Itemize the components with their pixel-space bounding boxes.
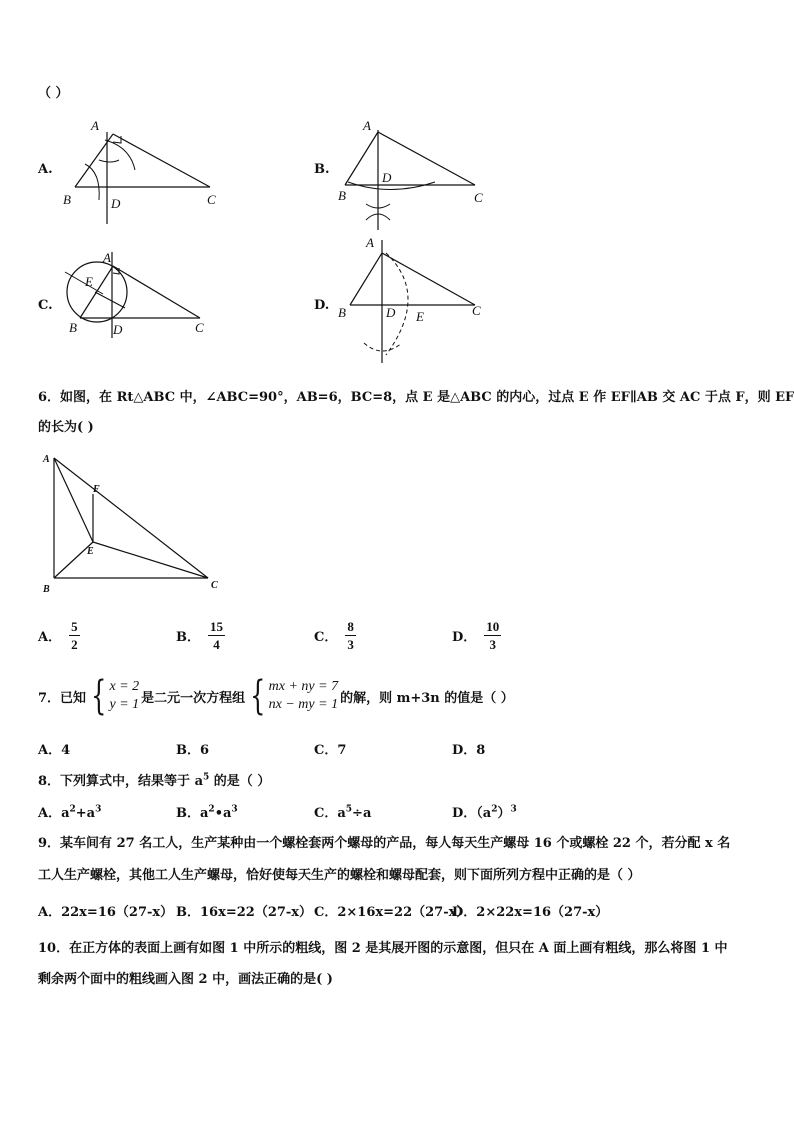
q5-option-b-figure — [330, 112, 500, 232]
q7-option-c: C．7 — [314, 743, 347, 758]
svg-text:A: A — [103, 250, 111, 265]
svg-text:B: B — [43, 584, 50, 595]
q6-figure — [35, 448, 225, 596]
svg-text:D: D — [382, 170, 392, 185]
svg-text:C: C — [474, 190, 483, 205]
svg-text:B: B — [69, 320, 77, 335]
svg-text:A: A — [366, 235, 374, 250]
q7-option-a: A．4 — [38, 743, 71, 758]
q9-option-c: C．2×16x=22（27-x） — [314, 905, 470, 920]
svg-text:B: B — [338, 188, 346, 203]
q10-stem-line1: 10．在正方体的表面上画有如图 1 中所示的粗线，图 2 是其展开图的示意图，但只在 A 面上画有粗线，那么将图 1 中 — [38, 941, 728, 956]
label-b: B — [63, 192, 71, 207]
q7-option-d: D．8 — [452, 743, 486, 758]
q5-option-c-label: C. — [38, 298, 53, 313]
svg-text:D: D — [386, 305, 396, 320]
q6-stem-line2: 的长为( ) — [38, 420, 94, 435]
svg-text:C: C — [211, 580, 218, 591]
q5-option-c-figure — [55, 242, 225, 342]
q5-answer-paren: （ ） — [38, 86, 69, 101]
svg-text:C: C — [472, 303, 481, 318]
q9-stem-line2: 工人生产螺栓，其他工人生产螺母，恰好使每天生产的螺栓和螺母配套，则下面所列方程中正确的是（ ） — [38, 868, 641, 883]
svg-text:C: C — [195, 320, 204, 335]
svg-text:A: A — [43, 454, 50, 465]
svg-text:D: D — [113, 322, 123, 337]
q5-option-d-label: D. — [314, 298, 330, 313]
q6-option-d: D． $\frac{10}{3}$ — [452, 619, 500, 652]
q5-option-a-figure — [55, 112, 230, 227]
arc-cross-1 — [99, 160, 119, 162]
q8-stem: 8．下列算式中，结果等于 $a^5$ 的是（ ） — [38, 772, 271, 789]
svg-text:E: E — [85, 274, 93, 289]
q9-option-a: A．22x=16（27-x） — [38, 905, 174, 920]
arc-d — [348, 182, 435, 190]
q10-stem-line2: 剩余两个面中的粗线画入图 2 中，画法正确的是( ) — [38, 972, 333, 987]
q8-option-d: D．$(a^2)^3$ — [452, 804, 517, 821]
label-a: A — [91, 118, 99, 133]
q9-option-b: B．16x=22（27-x） — [176, 905, 313, 920]
q9-stem-line1: 9．某车间有 27 名工人，生产某种由一个螺栓套两个螺母的产品，每人每天生产螺母 16 个或螺栓 22 个，若分配 x 名 — [38, 836, 731, 851]
q6-stem-line1: 6．如图，在 Rt△ABC 中，∠ABC=90°，AB=6，BC=8，点 E 是△ABC 的内心，过点 E 作 EF∥AB 交 AC 于点 F，则 EF — [38, 390, 794, 405]
q6-option-b: B． $\frac{15}{4}$ — [176, 619, 223, 652]
q7-option-b: B．6 — [176, 743, 210, 758]
q8-option-b: B．$a^2•a^3$ — [176, 804, 238, 821]
q5-option-d-figure — [330, 235, 495, 365]
q5-option-a-label: A. — [38, 162, 53, 177]
q8-option-a: A．$a^2+a^3$ — [38, 804, 102, 821]
q9-option-d: D．2×22x=16（27-x） — [452, 905, 609, 920]
q7-system-1: { x = 2 y = 1 — [91, 673, 140, 719]
label-c: C — [207, 192, 216, 207]
q7-stem: 7．已知 { x = 2 y = 1 是二元一次方程组 { mx + ny = 7 nx − my = 1 的解，则 m+3n 的值是（ ） — [38, 673, 514, 719]
q6-option-a: A． $\frac{5}{2}$ — [38, 619, 78, 652]
q8-option-c: C．$a^5\div a$ — [314, 804, 372, 821]
segment-ac — [113, 134, 210, 187]
label-d: D — [111, 196, 121, 211]
svg-text:F: F — [93, 484, 100, 495]
svg-text:E: E — [87, 546, 94, 557]
svg-text:A: A — [363, 118, 371, 133]
dashed-arc — [386, 253, 408, 355]
q6-option-c: C． $\frac{8}{3}$ — [314, 619, 354, 652]
q7-system-2: { mx + ny = 7 nx − my = 1 — [250, 673, 339, 719]
svg-text:E: E — [416, 309, 424, 324]
svg-text:B: B — [338, 305, 346, 320]
q5-option-b-label: B. — [314, 162, 330, 177]
arc-a — [105, 140, 135, 170]
